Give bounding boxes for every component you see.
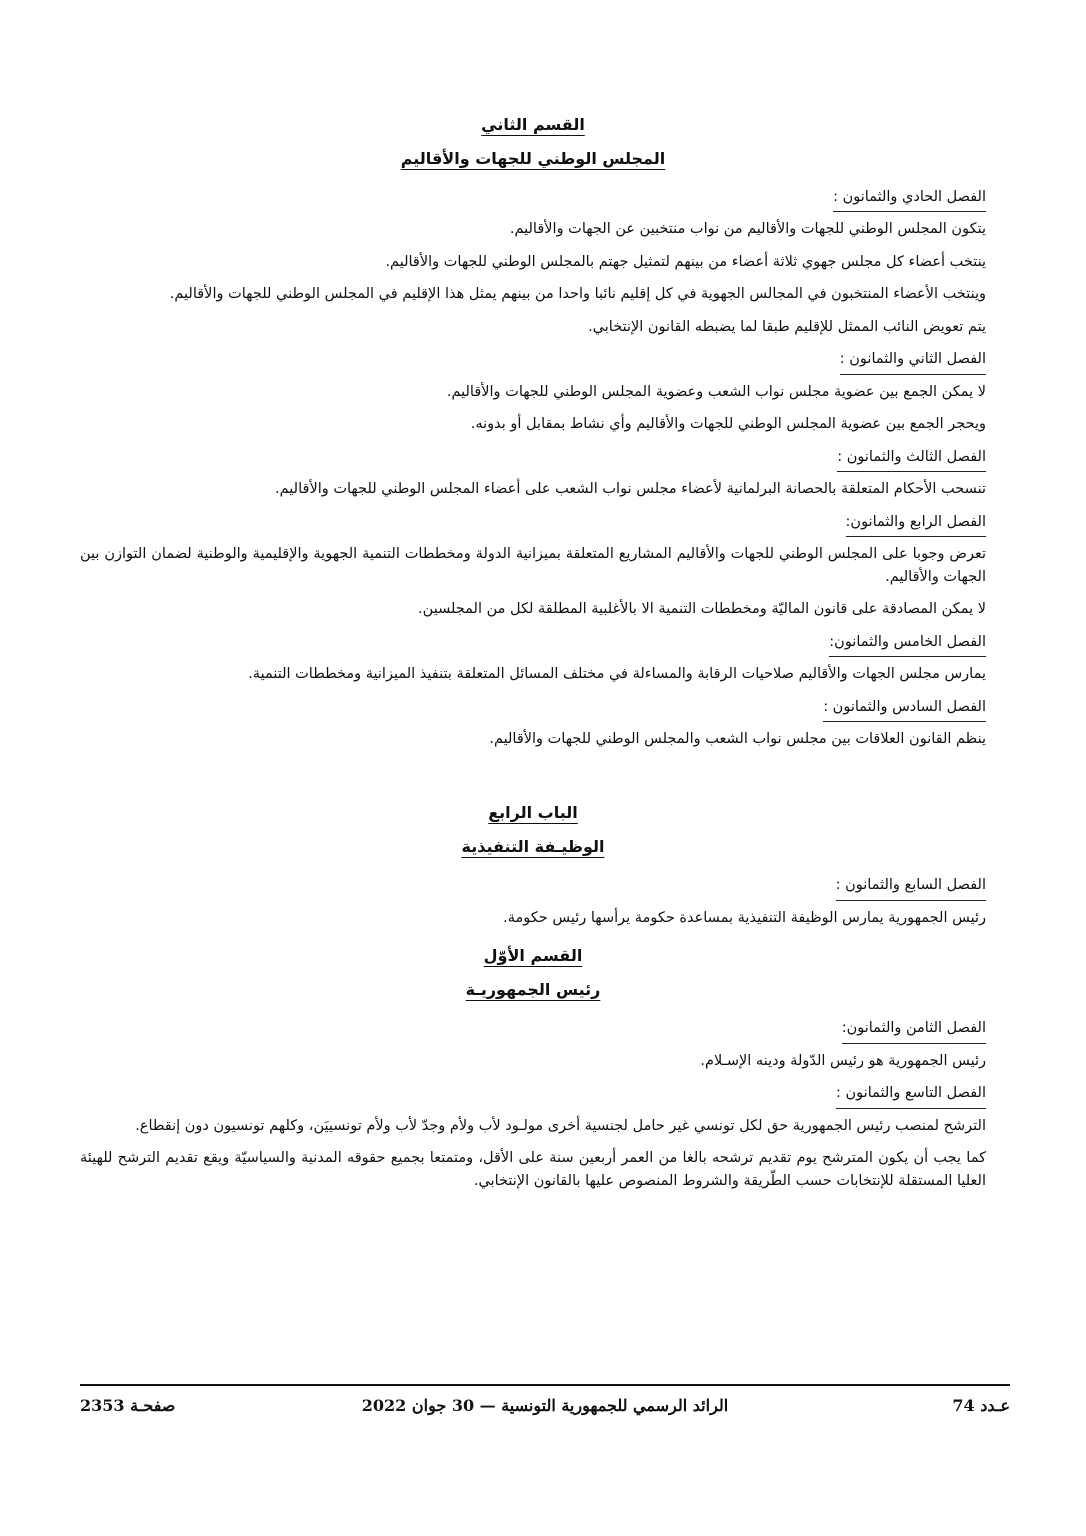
chapter-title-text: الفصل التاسع والثمانون : [836,1082,986,1108]
section-heading-text: المجلس الوطني للجهات والأقاليم [400,149,666,168]
chapter-title-text: الفصل السابع والثمانون : [836,874,986,900]
document-body [80,108,986,1202]
paragraph: تعرض وجوبا على المجلس الوطني للجهات والأقاليم المشاريع المتعلقة بميزانية الدولة ومخططات التنمية الجهوية والإقليمية والوطنية لضمان التوازن بين الجهات والأقاليم. [80,546,986,585]
paragraph: يمارس مجلس الجهات والأقاليم صلاحيات الرقابة والمساءلة في مختلف المسائل المتعلقة بتنفيذ الميزانية ومخططات التنمية. [248,666,986,683]
chapter-title-text: الفصل الرابع والثمانون: [846,511,986,537]
chapter-title-text: الفصل السادس والثمانون : [823,696,986,722]
section-heading [80,142,986,176]
chapter-title [80,511,986,537]
chapter-title [80,186,986,212]
paragraph: كما يجب أن يكون المترشح يوم تقديم ترشحه بالغا من العمر أربعين سنة على الأقل، ومتمتعا بجميع حقوقه المدنية والسياسيّة ويقع تقديم الترشح للهيئة العليا المستقلة للإنتخابات حسب الطّريقة والشروط المنصوص عليها بالقانون الإنتخابي. [80,1150,986,1189]
section-heading-text: القسم الأوّل [483,946,583,966]
section-heading [80,973,986,1007]
chapter-title [80,696,986,722]
issue-number: عـدد 74 [952,1396,1010,1415]
paragraph: رئيس الجمهورية يمارس الوظيفة التنفيذية بمساعدة حكومة يرأسها رئيس حكومة. [503,909,986,926]
paragraph: يتكون المجلس الوطني للجهات والأقاليم من نواب منتخبين عن الجهات والأقاليم. [509,221,986,238]
publication-title: الرائد الرسمي للجمهورية التونسية — 30 جوان 2022 [361,1396,729,1415]
chapter-title-text: الفصل الخامس والثمانون: [829,631,986,657]
section-spacer [80,760,986,796]
paragraph: رئيس الجمهورية هو رئيس الدّولة ودينه الإسـلام. [700,1052,986,1069]
chapter-title [80,446,986,472]
chapter-title-text: الفصل الحادي والثمانون : [833,186,986,212]
chapter-title [80,348,986,374]
section-heading-text: القسم الثاني [481,115,585,134]
section-heading [80,108,986,142]
paragraph: لا يمكن المصادقة على قانون الماليّة ومخططات التنمية الا بالأغلبية المطلقة لكل من المجلسين. [418,601,986,618]
chapter-title [80,631,986,657]
chapter-title-text: الفصل الثامن والثمانون: [842,1017,986,1043]
paragraph: لا يمكن الجمع بين عضوية مجلس نواب الشعب وعضوية المجلس الوطني للجهات والأقاليم. [446,383,986,400]
section-heading [80,939,986,973]
paragraph: وينتخب الأعضاء المنتخبون في المجالس الجهوية في كل إقليم نائبا واحدا من بينهم يمثل هذا الإقليم في المجلس الوطني للجهات والأقاليم. [169,286,986,303]
chapter-title [80,1082,986,1108]
page-number: صفحـة 2353 [80,1396,176,1415]
paragraph: تنسحب الأحكام المتعلقة بالحصانة البرلمانية لأعضاء مجلس نواب الشعب على أعضاء المجلس الوطني للجهات والأقاليم. [275,481,986,498]
section-heading-text: الوظيـفة التنفيذية [461,837,605,857]
paragraph: يتم تعويض النائب الممثل للإقليم طبقا لما يضبطه القانون الإنتخابي. [588,318,986,335]
paragraph: ينظم القانون العلاقات بين مجلس نواب الشعب والمجلس الوطني للجهات والأقاليم. [489,730,986,747]
section-heading [80,830,986,864]
chapter-title-text: الفصل الثالث والثمانون : [837,446,986,472]
paragraph: ويحجر الجمع بين عضوية المجلس الوطني للجهات والأقاليم وأي نشاط بمقابل أو بدونه. [470,416,986,433]
paragraph: الترشح لمنصب رئيس الجمهورية حق لكل تونسي غير حامل لجنسية أخرى مولـود لأب ولأم وجدّ لأب ولأم تونسييَن، وكلهم تونسيون دون إنقطاع. [135,1117,986,1134]
chapter-title [80,874,986,900]
section-heading-text: الباب الرابع [488,803,578,823]
section-heading-text: رئيس الجمهوريـة [465,980,601,1000]
chapter-title-text: الفصل الثاني والثمانون : [840,348,986,374]
section-heading [80,796,986,830]
paragraph: ينتخب أعضاء كل مجلس جهوي ثلاثة أعضاء من بينهم لتمثيل جهتم بالمجلس الوطني للجهات والأقاليم. [385,253,986,270]
page-footer [80,1384,1010,1426]
chapter-title [80,1017,986,1043]
